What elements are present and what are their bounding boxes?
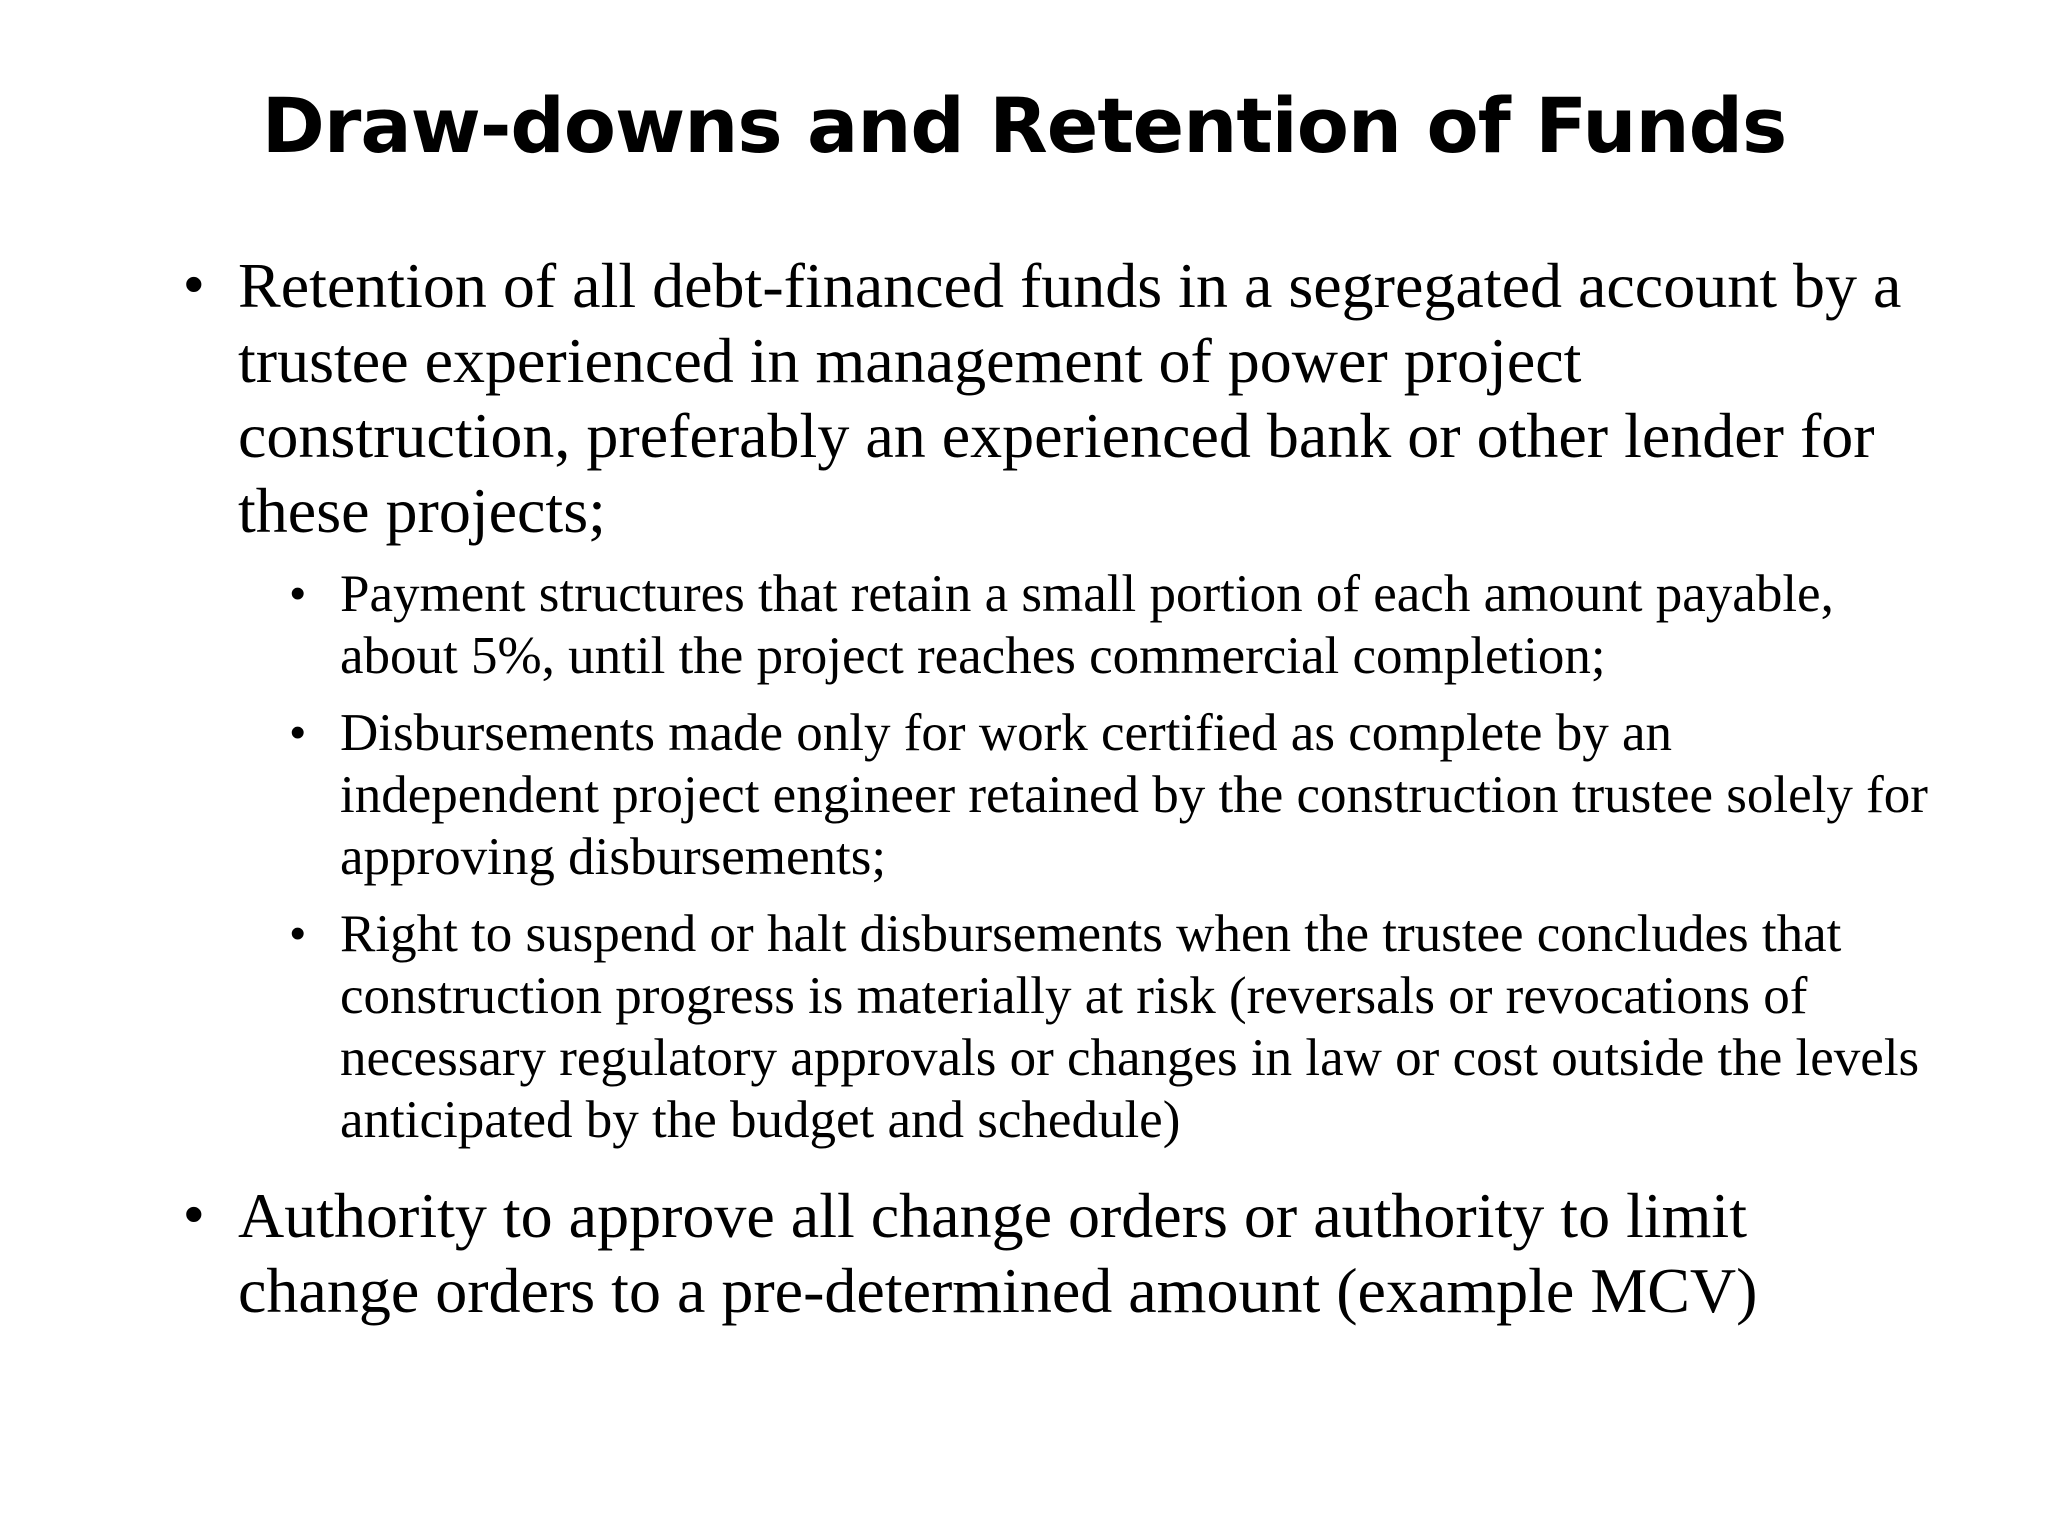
bullet-icon: • (184, 1182, 204, 1245)
sub-bullet-item-payment-structures: Payment structures that retain a small portion of each amount payable, about 5%, until the project reaches commercial completion; (340, 565, 1834, 685)
sub-bullet-item-right-to-suspend: Right to suspend or halt disbursements when the trustee concludes that construction progress is materially at risk (reversals or revocations of necessary regulatory approvals or changes in law or cost outside the levels anticipated by the budget and schedule) (340, 905, 1920, 1149)
bullet-item-retention: Retention of all debt-financed funds in a segregated account by a trustee experienced in management of power project construction, preferably an experienced bank or other lender for these projects; (238, 250, 1902, 546)
sub-bullet-icon: • (290, 708, 306, 757)
slide-title: Draw-downs and Retention of Funds (261, 81, 1787, 170)
bullet-item-change-orders: Authority to approve all change orders or authority to limit change orders to a pre-determined amount (example MCV) (238, 1180, 1758, 1326)
sub-bullet-icon: • (290, 569, 306, 618)
sub-bullet-item-disbursements: Disbursements made only for work certified as complete by an independent project engineer retained by the construction trustee solely for approving disbursements; (340, 704, 1928, 886)
sub-bullet-icon: • (290, 909, 306, 958)
bullet-icon: • (184, 252, 204, 315)
